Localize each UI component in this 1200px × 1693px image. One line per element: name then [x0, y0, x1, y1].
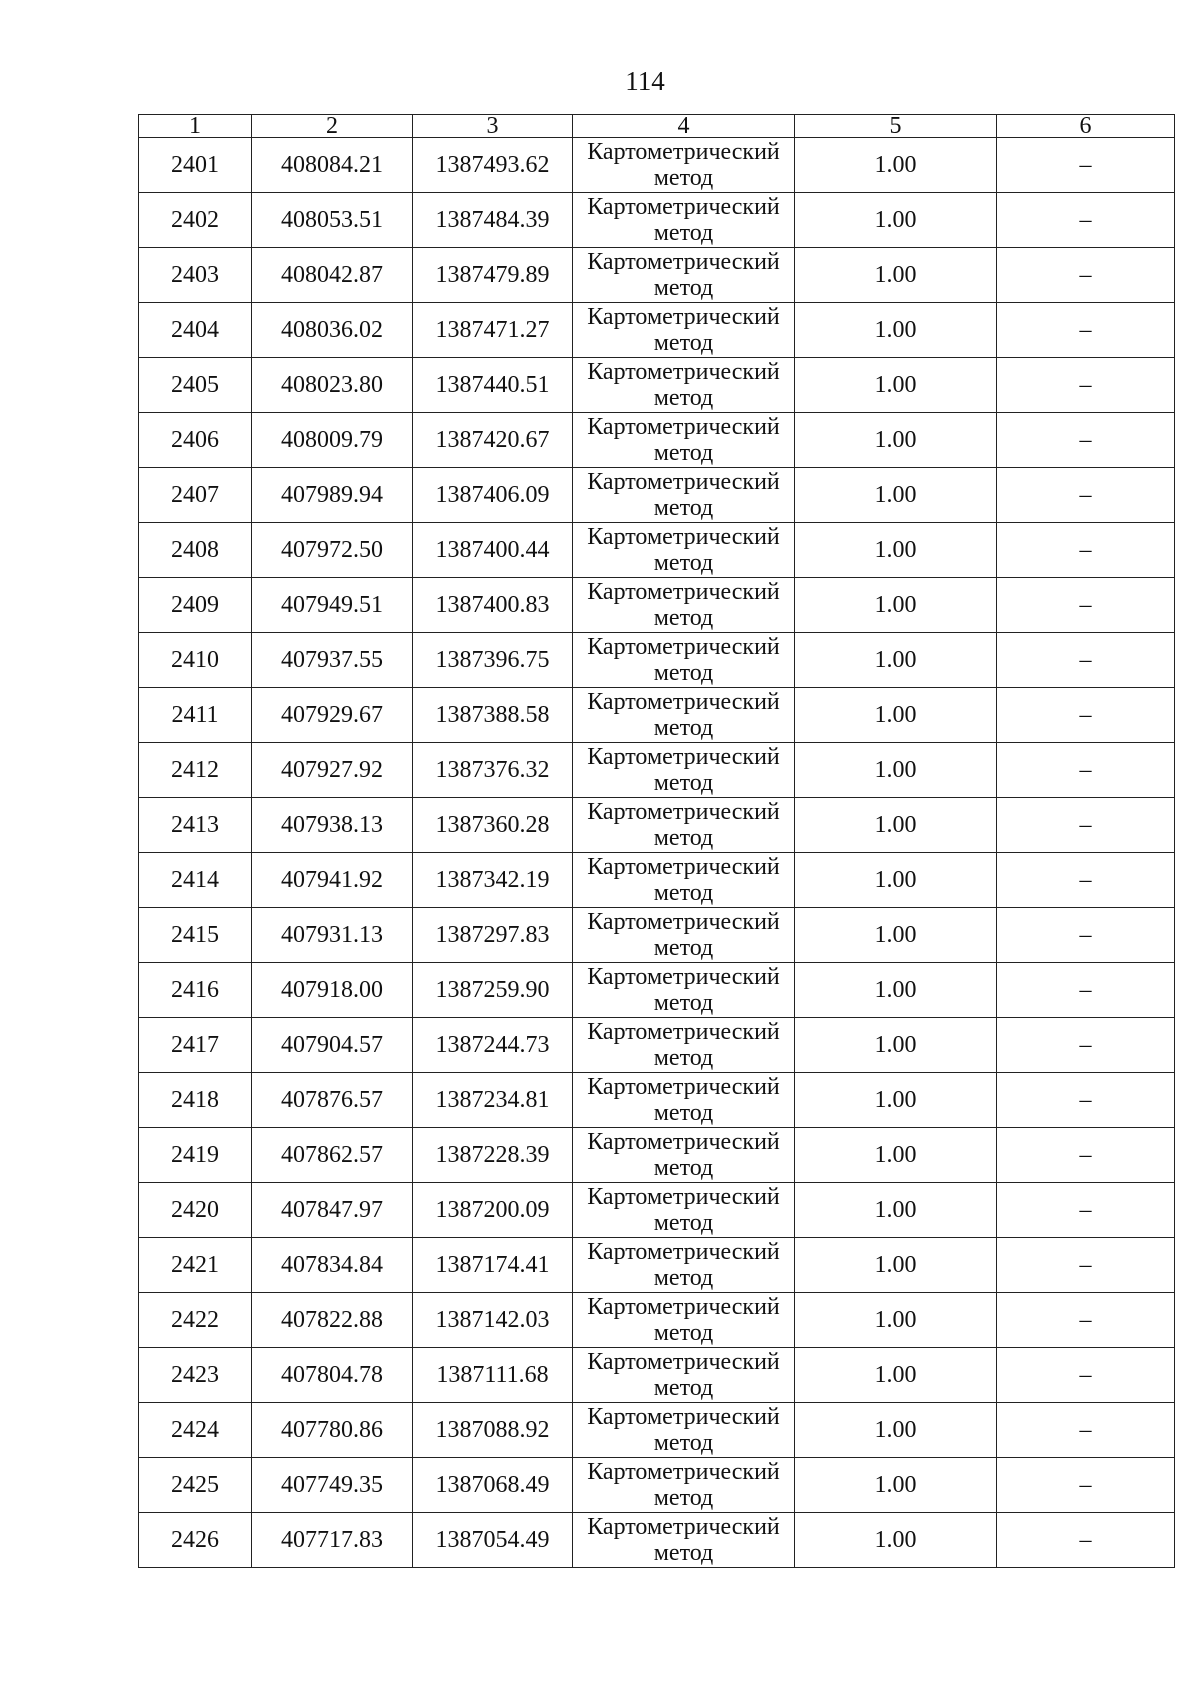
point-number-cell: 2423	[139, 1348, 252, 1403]
method-cell	[573, 468, 795, 523]
x-coordinate-cell: 408042.87	[252, 248, 413, 303]
note-cell: –	[997, 413, 1175, 468]
method-line-2: метод	[653, 440, 714, 466]
table-row	[139, 1128, 1175, 1183]
note-cell: –	[997, 1513, 1175, 1568]
x-coordinate-cell: 408009.79	[252, 413, 413, 468]
method-line-1: Картометрический	[587, 1184, 780, 1210]
method-line-1: Картометрический	[587, 469, 780, 495]
method-cell	[573, 1458, 795, 1513]
note-cell: –	[997, 1073, 1175, 1128]
method-line-1: Картометрический	[587, 1019, 780, 1045]
table-row	[139, 413, 1175, 468]
method-cell	[573, 578, 795, 633]
point-number-cell: 2421	[139, 1238, 252, 1293]
note-cell: –	[997, 1293, 1175, 1348]
accuracy-cell: 1.00	[795, 908, 997, 963]
table-row	[139, 853, 1175, 908]
x-coordinate-cell: 407927.92	[252, 743, 413, 798]
note-cell: –	[997, 908, 1175, 963]
point-number-cell: 2422	[139, 1293, 252, 1348]
y-coordinate-cell: 1387174.41	[413, 1238, 573, 1293]
method-line-1: Картометрический	[587, 634, 780, 660]
method-cell	[573, 688, 795, 743]
method-cell	[573, 963, 795, 1018]
x-coordinate-cell: 407989.94	[252, 468, 413, 523]
accuracy-cell: 1.00	[795, 1073, 997, 1128]
point-number-cell: 2414	[139, 853, 252, 908]
accuracy-cell: 1.00	[795, 248, 997, 303]
table-row	[139, 1238, 1175, 1293]
y-coordinate-cell: 1387088.92	[413, 1403, 573, 1458]
point-number-cell: 2406	[139, 413, 252, 468]
note-cell: –	[997, 743, 1175, 798]
point-number-cell: 2405	[139, 358, 252, 413]
method-line-1: Картометрический	[587, 1294, 780, 1320]
x-coordinate-cell: 408084.21	[252, 138, 413, 193]
note-cell: –	[997, 138, 1175, 193]
x-coordinate-cell: 407918.00	[252, 963, 413, 1018]
column-header-1: 1	[139, 115, 252, 138]
method-cell	[573, 1018, 795, 1073]
method-line-2: метод	[653, 275, 714, 301]
method-line-2: метод	[653, 165, 714, 191]
note-cell: –	[997, 248, 1175, 303]
method-line-1: Картометрический	[587, 1239, 780, 1265]
y-coordinate-cell: 1387259.90	[413, 963, 573, 1018]
method-line-1: Картометрический	[587, 194, 780, 220]
method-line-1: Картометрический	[587, 414, 780, 440]
method-cell	[573, 1403, 795, 1458]
point-number-cell: 2425	[139, 1458, 252, 1513]
method-cell	[573, 908, 795, 963]
method-line-2: метод	[653, 1540, 714, 1566]
x-coordinate-cell: 407941.92	[252, 853, 413, 908]
method-line-1: Картометрический	[587, 744, 780, 770]
note-cell: –	[997, 853, 1175, 908]
table-row	[139, 1348, 1175, 1403]
method-line-2: метод	[653, 220, 714, 246]
y-coordinate-cell: 1387400.44	[413, 523, 573, 578]
method-line-2: метод	[653, 1155, 714, 1181]
x-coordinate-cell: 407834.84	[252, 1238, 413, 1293]
method-cell	[573, 798, 795, 853]
accuracy-cell: 1.00	[795, 1128, 997, 1183]
method-cell	[573, 633, 795, 688]
method-line-1: Картометрический	[587, 579, 780, 605]
x-coordinate-cell: 407717.83	[252, 1513, 413, 1568]
method-line-1: Картометрический	[587, 524, 780, 550]
method-line-2: метод	[653, 1375, 714, 1401]
point-number-cell: 2404	[139, 303, 252, 358]
method-line-2: метод	[653, 605, 714, 631]
table-row	[139, 963, 1175, 1018]
y-coordinate-cell: 1387234.81	[413, 1073, 573, 1128]
table-row	[139, 1018, 1175, 1073]
y-coordinate-cell: 1387200.09	[413, 1183, 573, 1238]
accuracy-cell: 1.00	[795, 1238, 997, 1293]
note-cell: –	[997, 578, 1175, 633]
table-body	[139, 138, 1175, 1568]
y-coordinate-cell: 1387484.39	[413, 193, 573, 248]
method-cell	[573, 1348, 795, 1403]
column-header-5: 5	[795, 115, 997, 138]
y-coordinate-cell: 1387388.58	[413, 688, 573, 743]
accuracy-cell: 1.00	[795, 1183, 997, 1238]
accuracy-cell: 1.00	[795, 578, 997, 633]
method-line-1: Картометрический	[587, 139, 780, 165]
y-coordinate-cell: 1387396.75	[413, 633, 573, 688]
note-cell: –	[997, 468, 1175, 523]
note-cell: –	[997, 1018, 1175, 1073]
table-row	[139, 798, 1175, 853]
note-cell: –	[997, 1458, 1175, 1513]
accuracy-cell: 1.00	[795, 1293, 997, 1348]
point-number-cell: 2412	[139, 743, 252, 798]
point-number-cell: 2411	[139, 688, 252, 743]
accuracy-cell: 1.00	[795, 963, 997, 1018]
table-row	[139, 248, 1175, 303]
x-coordinate-cell: 407938.13	[252, 798, 413, 853]
method-line-1: Картометрический	[587, 1459, 780, 1485]
y-coordinate-cell: 1387142.03	[413, 1293, 573, 1348]
method-line-2: метод	[653, 935, 714, 961]
method-cell	[573, 743, 795, 798]
y-coordinate-cell: 1387068.49	[413, 1458, 573, 1513]
note-cell: –	[997, 1238, 1175, 1293]
point-number-cell: 2407	[139, 468, 252, 523]
accuracy-cell: 1.00	[795, 1458, 997, 1513]
y-coordinate-cell: 1387406.09	[413, 468, 573, 523]
method-cell	[573, 1183, 795, 1238]
table-row	[139, 1293, 1175, 1348]
y-coordinate-cell: 1387054.49	[413, 1513, 573, 1568]
method-line-2: метод	[653, 1485, 714, 1511]
note-cell: –	[997, 633, 1175, 688]
point-number-cell: 2408	[139, 523, 252, 578]
note-cell: –	[997, 688, 1175, 743]
accuracy-cell: 1.00	[795, 798, 997, 853]
method-line-1: Картометрический	[587, 909, 780, 935]
point-number-cell: 2402	[139, 193, 252, 248]
method-cell	[573, 1073, 795, 1128]
method-line-2: метод	[653, 1320, 714, 1346]
x-coordinate-cell: 407876.57	[252, 1073, 413, 1128]
table-row	[139, 743, 1175, 798]
point-number-cell: 2410	[139, 633, 252, 688]
method-cell	[573, 1293, 795, 1348]
table-row	[139, 1183, 1175, 1238]
method-cell	[573, 248, 795, 303]
point-number-cell: 2426	[139, 1513, 252, 1568]
accuracy-cell: 1.00	[795, 633, 997, 688]
point-number-cell: 2420	[139, 1183, 252, 1238]
method-line-2: метод	[653, 990, 714, 1016]
method-cell	[573, 358, 795, 413]
method-line-2: метод	[653, 1265, 714, 1291]
accuracy-cell: 1.00	[795, 468, 997, 523]
table-header-row	[139, 115, 1175, 138]
x-coordinate-cell: 407931.13	[252, 908, 413, 963]
note-cell: –	[997, 193, 1175, 248]
table-row	[139, 908, 1175, 963]
column-header-4: 4	[573, 115, 795, 138]
method-line-2: метод	[653, 1100, 714, 1126]
x-coordinate-cell: 407804.78	[252, 1348, 413, 1403]
method-cell	[573, 1128, 795, 1183]
x-coordinate-cell: 407822.88	[252, 1293, 413, 1348]
point-number-cell: 2419	[139, 1128, 252, 1183]
point-number-cell: 2417	[139, 1018, 252, 1073]
x-coordinate-cell: 407937.55	[252, 633, 413, 688]
method-cell	[573, 303, 795, 358]
point-number-cell: 2418	[139, 1073, 252, 1128]
note-cell: –	[997, 523, 1175, 578]
method-line-2: метод	[653, 770, 714, 796]
column-header-2: 2	[252, 115, 413, 138]
method-cell	[573, 1513, 795, 1568]
point-number-cell: 2401	[139, 138, 252, 193]
method-line-2: метод	[653, 550, 714, 576]
point-number-cell: 2403	[139, 248, 252, 303]
method-line-2: метод	[653, 330, 714, 356]
note-cell: –	[997, 1403, 1175, 1458]
note-cell: –	[997, 963, 1175, 1018]
y-coordinate-cell: 1387244.73	[413, 1018, 573, 1073]
y-coordinate-cell: 1387479.89	[413, 248, 573, 303]
method-line-2: метод	[653, 825, 714, 851]
column-header-6: 6	[997, 115, 1175, 138]
method-line-2: метод	[653, 1430, 714, 1456]
method-line-1: Картометрический	[587, 799, 780, 825]
note-cell: –	[997, 358, 1175, 413]
table-row	[139, 138, 1175, 193]
method-line-1: Картометрический	[587, 249, 780, 275]
x-coordinate-cell: 407949.51	[252, 578, 413, 633]
accuracy-cell: 1.00	[795, 1348, 997, 1403]
accuracy-cell: 1.00	[795, 358, 997, 413]
method-line-2: метод	[653, 1210, 714, 1236]
method-cell	[573, 138, 795, 193]
note-cell: –	[997, 1348, 1175, 1403]
method-line-2: метод	[653, 660, 714, 686]
note-cell: –	[997, 1128, 1175, 1183]
point-number-cell: 2416	[139, 963, 252, 1018]
note-cell: –	[997, 798, 1175, 853]
note-cell: –	[997, 303, 1175, 358]
x-coordinate-cell: 408053.51	[252, 193, 413, 248]
y-coordinate-cell: 1387440.51	[413, 358, 573, 413]
method-cell	[573, 523, 795, 578]
method-line-1: Картометрический	[587, 304, 780, 330]
table-row	[139, 468, 1175, 523]
y-coordinate-cell: 1387493.62	[413, 138, 573, 193]
page-number: 114	[625, 66, 665, 96]
x-coordinate-cell: 407847.97	[252, 1183, 413, 1238]
y-coordinate-cell: 1387471.27	[413, 303, 573, 358]
accuracy-cell: 1.00	[795, 1403, 997, 1458]
method-line-2: метод	[653, 1045, 714, 1071]
table-row	[139, 523, 1175, 578]
method-line-1: Картометрический	[587, 964, 780, 990]
method-cell	[573, 1238, 795, 1293]
table-row	[139, 633, 1175, 688]
table-row	[139, 1073, 1175, 1128]
accuracy-cell: 1.00	[795, 743, 997, 798]
x-coordinate-cell: 408036.02	[252, 303, 413, 358]
table-row	[139, 578, 1175, 633]
method-line-2: метод	[653, 385, 714, 411]
method-line-1: Картометрический	[587, 1514, 780, 1540]
method-line-2: метод	[653, 880, 714, 906]
y-coordinate-cell: 1387342.19	[413, 853, 573, 908]
y-coordinate-cell: 1387376.32	[413, 743, 573, 798]
table-row	[139, 303, 1175, 358]
y-coordinate-cell: 1387360.28	[413, 798, 573, 853]
x-coordinate-cell: 407862.57	[252, 1128, 413, 1183]
point-number-cell: 2413	[139, 798, 252, 853]
note-cell: –	[997, 1183, 1175, 1238]
table-row	[139, 1458, 1175, 1513]
column-header-3: 3	[413, 115, 573, 138]
x-coordinate-cell: 407904.57	[252, 1018, 413, 1073]
table-row	[139, 1403, 1175, 1458]
x-coordinate-cell: 407780.86	[252, 1403, 413, 1458]
method-line-1: Картометрический	[587, 689, 780, 715]
method-line-1: Картометрический	[587, 854, 780, 880]
table-row	[139, 358, 1175, 413]
accuracy-cell: 1.00	[795, 413, 997, 468]
y-coordinate-cell: 1387111.68	[413, 1348, 573, 1403]
accuracy-cell: 1.00	[795, 303, 997, 358]
y-coordinate-cell: 1387297.83	[413, 908, 573, 963]
method-line-2: метод	[653, 715, 714, 741]
coordinates-table	[138, 114, 1175, 1568]
method-line-2: метод	[653, 495, 714, 521]
accuracy-cell: 1.00	[795, 523, 997, 578]
point-number-cell: 2409	[139, 578, 252, 633]
accuracy-cell: 1.00	[795, 138, 997, 193]
point-number-cell: 2415	[139, 908, 252, 963]
accuracy-cell: 1.00	[795, 853, 997, 908]
method-line-1: Картометрический	[587, 1349, 780, 1375]
method-line-1: Картометрический	[587, 1129, 780, 1155]
x-coordinate-cell: 407972.50	[252, 523, 413, 578]
accuracy-cell: 1.00	[795, 688, 997, 743]
table-row	[139, 688, 1175, 743]
accuracy-cell: 1.00	[795, 1018, 997, 1073]
method-line-1: Картометрический	[587, 1074, 780, 1100]
table-row	[139, 193, 1175, 248]
x-coordinate-cell: 408023.80	[252, 358, 413, 413]
y-coordinate-cell: 1387400.83	[413, 578, 573, 633]
method-line-1: Картометрический	[587, 1404, 780, 1430]
accuracy-cell: 1.00	[795, 1513, 997, 1568]
y-coordinate-cell: 1387228.39	[413, 1128, 573, 1183]
accuracy-cell: 1.00	[795, 193, 997, 248]
x-coordinate-cell: 407749.35	[252, 1458, 413, 1513]
method-cell	[573, 413, 795, 468]
y-coordinate-cell: 1387420.67	[413, 413, 573, 468]
method-line-1: Картометрический	[587, 359, 780, 385]
method-cell	[573, 853, 795, 908]
method-cell	[573, 193, 795, 248]
point-number-cell: 2424	[139, 1403, 252, 1458]
x-coordinate-cell: 407929.67	[252, 688, 413, 743]
table-row	[139, 1513, 1175, 1568]
